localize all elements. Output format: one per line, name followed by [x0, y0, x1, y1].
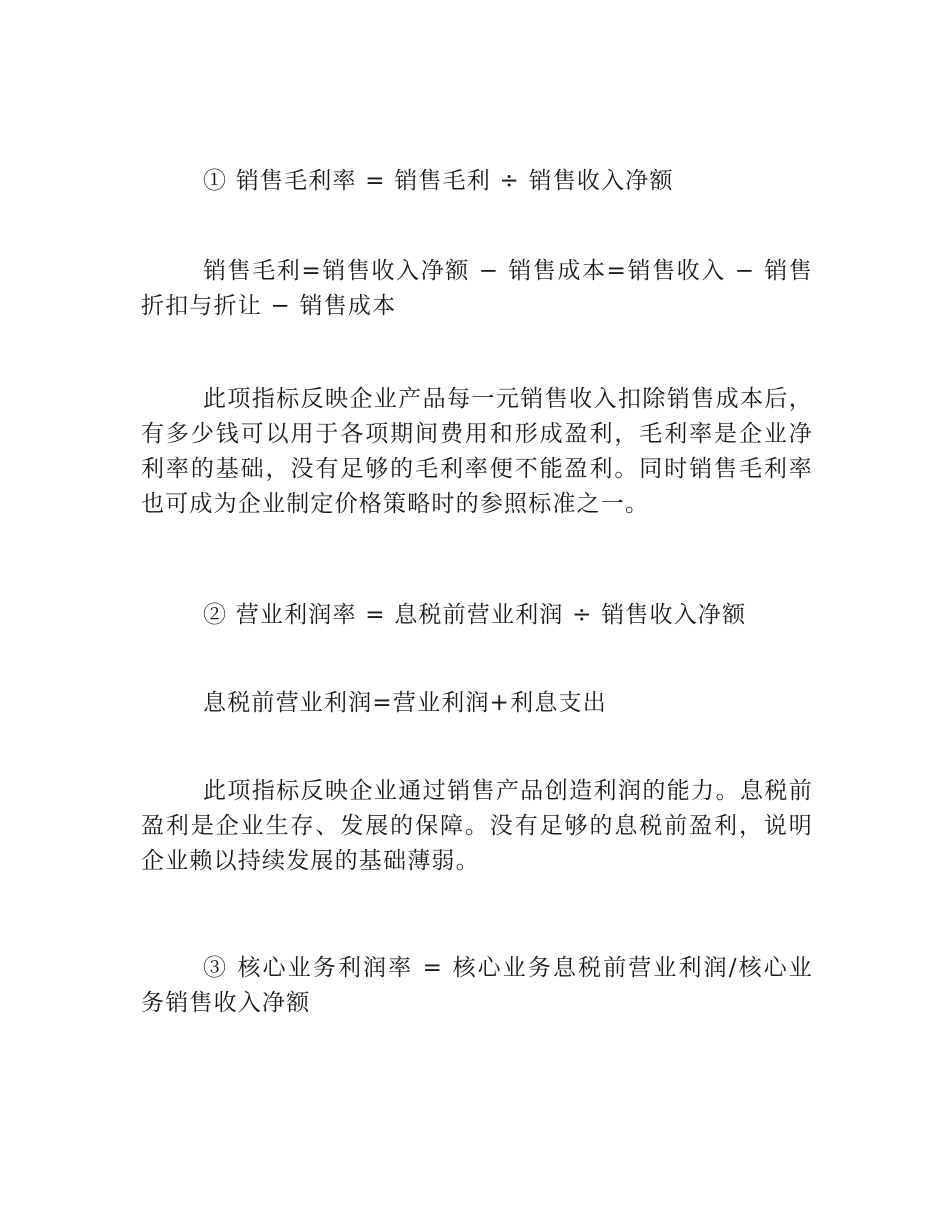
formula-ebit: 息税前营业利润=营业利润+利息支出 — [203, 690, 607, 716]
paragraph-operating-profit-explanation: 此项指标反映企业通过销售产品创造利润的能力。息税前盈利是企业生存、发展的保障。没有足够的息税前盈利，说明企业赖以持续发展的基础薄弱。 — [141, 778, 813, 874]
paragraph-gross-margin-explanation: 此项指标反映企业产品每一元销售收入扣除销售成本后，有多少钱可以用于各项期间费用和形成盈利，毛利率是企业净利率的基础，没有足够的毛利率便不能盈利。同时销售毛利率也可成为企业制定价格策略时的参照标准之一。 — [141, 386, 813, 517]
formula-core-business-profit-rate: ③ 核心业务利润率 = 核心业务息税前营业利润/核心业务销售收入净额 — [141, 955, 813, 1016]
formula-operating-profit-rate: ② 营业利润率 = 息税前营业利润 ÷ 销售收入净额 — [203, 602, 747, 628]
formula-gross-margin-rate: ① 销售毛利率 = 销售毛利 ÷ 销售收入净额 — [203, 168, 674, 194]
formula-gross-profit: 销售毛利=销售收入净额 − 销售成本=销售收入 − 销售折扣与折让 − 销售成本 — [141, 258, 813, 319]
